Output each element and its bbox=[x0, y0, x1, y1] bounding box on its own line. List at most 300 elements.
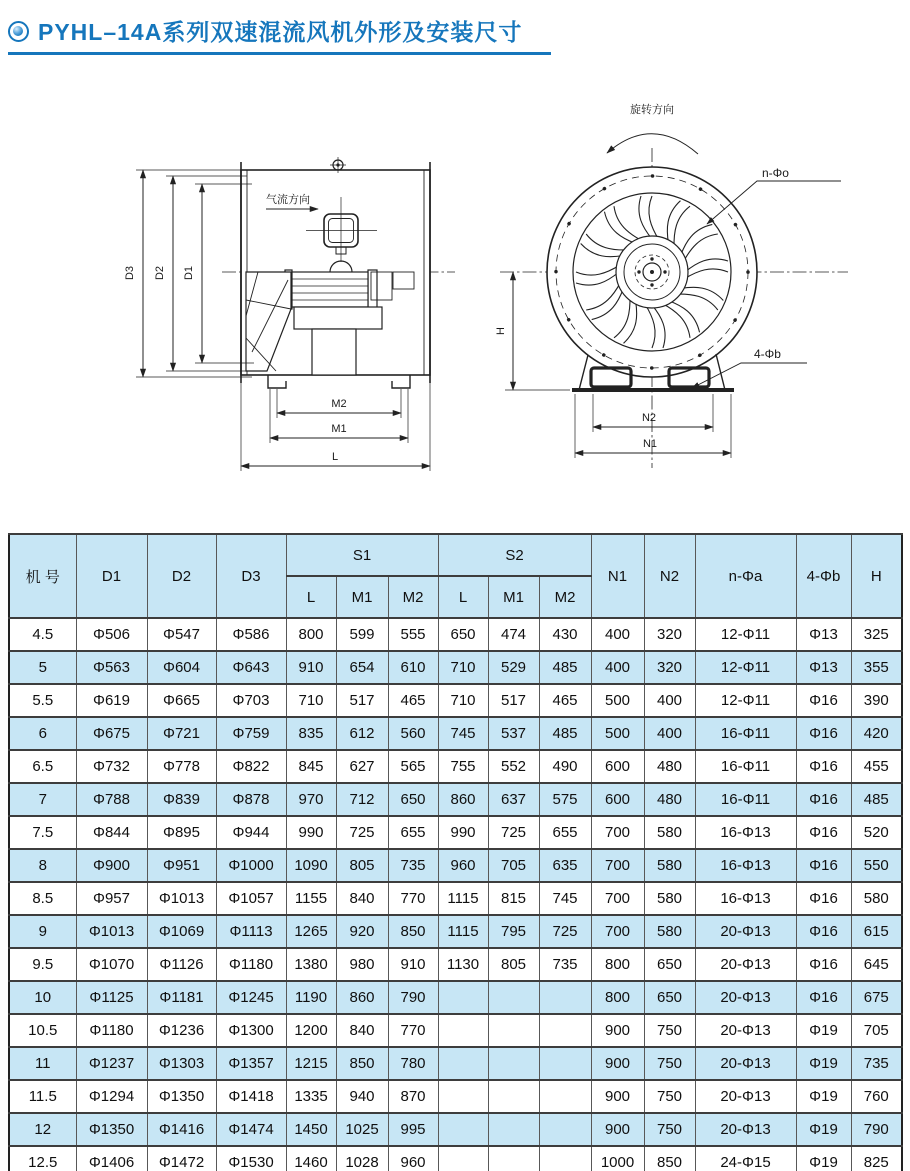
cell: Φ1180 bbox=[216, 948, 286, 981]
cell: 490 bbox=[539, 750, 591, 783]
cell: 1000 bbox=[591, 1146, 644, 1171]
cell: Φ1530 bbox=[216, 1146, 286, 1171]
cell: Φ778 bbox=[147, 750, 216, 783]
spec-table-body bbox=[9, 618, 902, 1171]
cell: 705 bbox=[851, 1014, 902, 1047]
cell: Φ1300 bbox=[216, 1014, 286, 1047]
cell: 517 bbox=[336, 684, 388, 717]
cell: 1090 bbox=[286, 849, 336, 882]
cell: 552 bbox=[488, 750, 539, 783]
cell: Φ1236 bbox=[147, 1014, 216, 1047]
bullet-circle-icon bbox=[8, 21, 29, 42]
cell: 11.5 bbox=[9, 1080, 76, 1113]
cell: 900 bbox=[591, 1047, 644, 1080]
cell: 24-Φ15 bbox=[695, 1146, 796, 1171]
cell: 1190 bbox=[286, 981, 336, 1014]
cell: Φ1237 bbox=[76, 1047, 147, 1080]
cell: 480 bbox=[644, 783, 695, 816]
cell: Φ13 bbox=[796, 618, 851, 651]
cell: 980 bbox=[336, 948, 388, 981]
cell: Φ1113 bbox=[216, 915, 286, 948]
cell: 990 bbox=[438, 816, 488, 849]
dim-label-l: L bbox=[331, 451, 339, 463]
cell: Φ957 bbox=[76, 882, 147, 915]
dim-label-d2: D2 bbox=[154, 265, 166, 281]
cell: 580 bbox=[851, 882, 902, 915]
cell: 520 bbox=[851, 816, 902, 849]
cell bbox=[539, 1113, 591, 1146]
cell: 615 bbox=[851, 915, 902, 948]
table-row bbox=[9, 849, 902, 882]
cell: 650 bbox=[644, 981, 695, 1014]
cell: Φ1069 bbox=[147, 915, 216, 948]
table-row bbox=[9, 1080, 902, 1113]
cell: Φ1013 bbox=[147, 882, 216, 915]
cell: 860 bbox=[336, 981, 388, 1014]
cell: Φ19 bbox=[796, 1113, 851, 1146]
cell: 1460 bbox=[286, 1146, 336, 1171]
cell: 725 bbox=[488, 816, 539, 849]
cell: 750 bbox=[644, 1014, 695, 1047]
cell: 1155 bbox=[286, 882, 336, 915]
cell: Φ675 bbox=[76, 717, 147, 750]
cell: Φ1416 bbox=[147, 1113, 216, 1146]
cell: 20-Φ13 bbox=[695, 1080, 796, 1113]
cell: 6.5 bbox=[9, 750, 76, 783]
cell: Φ1013 bbox=[76, 915, 147, 948]
cell: 6 bbox=[9, 717, 76, 750]
cell: 805 bbox=[336, 849, 388, 882]
cell: 800 bbox=[591, 948, 644, 981]
cell: 16-Φ13 bbox=[695, 882, 796, 915]
cell: Φ1125 bbox=[76, 981, 147, 1014]
cell: Φ643 bbox=[216, 651, 286, 684]
cell: 12 bbox=[9, 1113, 76, 1146]
cell: 16-Φ11 bbox=[695, 750, 796, 783]
cell: Φ16 bbox=[796, 684, 851, 717]
col-header-d2: D2 bbox=[147, 534, 216, 618]
table-row bbox=[9, 915, 902, 948]
cell: Φ16 bbox=[796, 783, 851, 816]
cell: Φ19 bbox=[796, 1047, 851, 1080]
cell: 20-Φ13 bbox=[695, 1014, 796, 1047]
cell: 700 bbox=[591, 816, 644, 849]
dim-label-m2: M2 bbox=[331, 398, 347, 410]
table-row bbox=[9, 651, 902, 684]
cell: 465 bbox=[539, 684, 591, 717]
cell: 1025 bbox=[336, 1113, 388, 1146]
cell: 485 bbox=[851, 783, 902, 816]
cell bbox=[539, 1080, 591, 1113]
cell: 835 bbox=[286, 717, 336, 750]
col-header-s1: S1 bbox=[286, 534, 438, 576]
cell: Φ16 bbox=[796, 882, 851, 915]
table-row bbox=[9, 1146, 902, 1171]
cell: 480 bbox=[644, 750, 695, 783]
cell: 600 bbox=[591, 750, 644, 783]
cell: 5 bbox=[9, 651, 76, 684]
cell: Φ732 bbox=[76, 750, 147, 783]
cell: 400 bbox=[591, 618, 644, 651]
cell: 1450 bbox=[286, 1113, 336, 1146]
cell: 390 bbox=[851, 684, 902, 717]
cell: 910 bbox=[388, 948, 438, 981]
cell: Φ1350 bbox=[76, 1113, 147, 1146]
cell: 7.5 bbox=[9, 816, 76, 849]
cell: Φ16 bbox=[796, 948, 851, 981]
cell: 825 bbox=[851, 1146, 902, 1171]
cell: 650 bbox=[438, 618, 488, 651]
cell: 710 bbox=[286, 684, 336, 717]
cell: 20-Φ13 bbox=[695, 981, 796, 1014]
cell: Φ822 bbox=[216, 750, 286, 783]
cell: Φ13 bbox=[796, 651, 851, 684]
cell: 1380 bbox=[286, 948, 336, 981]
cell: 320 bbox=[644, 618, 695, 651]
cell: 580 bbox=[644, 882, 695, 915]
cell: 900 bbox=[591, 1080, 644, 1113]
cell: 560 bbox=[388, 717, 438, 750]
table-row bbox=[9, 717, 902, 750]
cell: Φ19 bbox=[796, 1080, 851, 1113]
cell: Φ703 bbox=[216, 684, 286, 717]
cell: 705 bbox=[488, 849, 539, 882]
cell: 550 bbox=[851, 849, 902, 882]
subcol-header-l: L bbox=[438, 576, 488, 618]
cell: Φ586 bbox=[216, 618, 286, 651]
cell bbox=[438, 1014, 488, 1047]
col-header-n2: N2 bbox=[644, 534, 695, 618]
cell bbox=[438, 1146, 488, 1171]
subcol-header-m2: M2 bbox=[539, 576, 591, 618]
bolt-circle-callout-label: n-Φo bbox=[762, 166, 789, 180]
cell bbox=[438, 1113, 488, 1146]
cell bbox=[539, 1146, 591, 1171]
cell bbox=[488, 1014, 539, 1047]
cell: 355 bbox=[851, 651, 902, 684]
cell: 400 bbox=[644, 684, 695, 717]
cell: 735 bbox=[388, 849, 438, 882]
cell: 700 bbox=[591, 849, 644, 882]
cell: Φ759 bbox=[216, 717, 286, 750]
table-row bbox=[9, 981, 902, 1014]
cell: 995 bbox=[388, 1113, 438, 1146]
cell: 725 bbox=[539, 915, 591, 948]
rotation-direction-label: 旋转方向 bbox=[630, 104, 674, 116]
cell: 655 bbox=[388, 816, 438, 849]
cell: 500 bbox=[591, 684, 644, 717]
cell: 320 bbox=[644, 651, 695, 684]
cell bbox=[488, 1146, 539, 1171]
cell: 1335 bbox=[286, 1080, 336, 1113]
col-header-h: H bbox=[851, 534, 902, 618]
cell: 970 bbox=[286, 783, 336, 816]
cell: Φ721 bbox=[147, 717, 216, 750]
cell: 637 bbox=[488, 783, 539, 816]
cell: Φ1000 bbox=[216, 849, 286, 882]
cell: 580 bbox=[644, 915, 695, 948]
cell: 750 bbox=[644, 1113, 695, 1146]
cell: 850 bbox=[336, 1047, 388, 1080]
cell: 20-Φ13 bbox=[695, 1047, 796, 1080]
cell: 4.5 bbox=[9, 618, 76, 651]
cell: Φ563 bbox=[76, 651, 147, 684]
cell: Φ16 bbox=[796, 915, 851, 948]
cell: 700 bbox=[591, 882, 644, 915]
dim-label-n1: N1 bbox=[642, 438, 658, 450]
cell: 750 bbox=[644, 1080, 695, 1113]
cell: 400 bbox=[591, 651, 644, 684]
cell: Φ839 bbox=[147, 783, 216, 816]
cell: 795 bbox=[488, 915, 539, 948]
cell: 735 bbox=[539, 948, 591, 981]
side-view-drawing bbox=[124, 157, 455, 471]
cell: Φ844 bbox=[76, 816, 147, 849]
cell: 485 bbox=[539, 651, 591, 684]
cell: 1265 bbox=[286, 915, 336, 948]
cell: Φ1406 bbox=[76, 1146, 147, 1171]
cell: 500 bbox=[591, 717, 644, 750]
cell: 20-Φ13 bbox=[695, 915, 796, 948]
cell: 760 bbox=[851, 1080, 902, 1113]
cell: 465 bbox=[388, 684, 438, 717]
cell: 600 bbox=[591, 783, 644, 816]
cell: Φ788 bbox=[76, 783, 147, 816]
cell: 12-Φ11 bbox=[695, 618, 796, 651]
cell: Φ944 bbox=[216, 816, 286, 849]
cell: 16-Φ11 bbox=[695, 783, 796, 816]
cell: 990 bbox=[286, 816, 336, 849]
cell: 529 bbox=[488, 651, 539, 684]
cell bbox=[438, 1047, 488, 1080]
cell: 8.5 bbox=[9, 882, 76, 915]
cell: Φ1245 bbox=[216, 981, 286, 1014]
cell: Φ951 bbox=[147, 849, 216, 882]
rotation-arrow bbox=[607, 134, 698, 154]
dim-label-d3: D3 bbox=[124, 265, 136, 281]
cell: 920 bbox=[336, 915, 388, 948]
cell: 710 bbox=[438, 684, 488, 717]
cell: 16-Φ11 bbox=[695, 717, 796, 750]
technical-drawings bbox=[0, 80, 910, 510]
hub bbox=[616, 236, 688, 308]
table-row bbox=[9, 684, 902, 717]
cell: 575 bbox=[539, 783, 591, 816]
cell: 16-Φ13 bbox=[695, 849, 796, 882]
cell: Φ878 bbox=[216, 783, 286, 816]
cell: 800 bbox=[286, 618, 336, 651]
cell bbox=[488, 981, 539, 1014]
cell: Φ1126 bbox=[147, 948, 216, 981]
cell: 755 bbox=[438, 750, 488, 783]
cell: 627 bbox=[336, 750, 388, 783]
cell: 655 bbox=[539, 816, 591, 849]
cell: Φ895 bbox=[147, 816, 216, 849]
table-row bbox=[9, 750, 902, 783]
cell: Φ619 bbox=[76, 684, 147, 717]
cell: Φ1180 bbox=[76, 1014, 147, 1047]
cell: 580 bbox=[644, 816, 695, 849]
cell: Φ665 bbox=[147, 684, 216, 717]
cell: 840 bbox=[336, 1014, 388, 1047]
table-row bbox=[9, 783, 902, 816]
cell: Φ1474 bbox=[216, 1113, 286, 1146]
spec-table-header bbox=[9, 534, 902, 618]
cell: 650 bbox=[388, 783, 438, 816]
subcol-header-m2: M2 bbox=[388, 576, 438, 618]
cell: 537 bbox=[488, 717, 539, 750]
mounting-feet bbox=[268, 375, 410, 388]
cell: 20-Φ13 bbox=[695, 948, 796, 981]
cell: Φ19 bbox=[796, 1146, 851, 1171]
cell: 870 bbox=[388, 1080, 438, 1113]
cell: 599 bbox=[336, 618, 388, 651]
cell: 11 bbox=[9, 1047, 76, 1080]
cell: 9 bbox=[9, 915, 76, 948]
cell: 805 bbox=[488, 948, 539, 981]
cell: 700 bbox=[591, 915, 644, 948]
cell: Φ1070 bbox=[76, 948, 147, 981]
cell: 485 bbox=[539, 717, 591, 750]
cell: 675 bbox=[851, 981, 902, 1014]
cell: 10.5 bbox=[9, 1014, 76, 1047]
cell: Φ1303 bbox=[147, 1047, 216, 1080]
cell: Φ1357 bbox=[216, 1047, 286, 1080]
cell: 790 bbox=[388, 981, 438, 1014]
page-title: PYHL–14A系列双速混流风机外形及安装尺寸 bbox=[38, 19, 523, 45]
cell bbox=[539, 1047, 591, 1080]
col-header-n1: N1 bbox=[591, 534, 644, 618]
cell: 9.5 bbox=[9, 948, 76, 981]
cell: Φ16 bbox=[796, 849, 851, 882]
cell: 840 bbox=[336, 882, 388, 915]
cell: 745 bbox=[438, 717, 488, 750]
cell bbox=[438, 1080, 488, 1113]
cell bbox=[438, 981, 488, 1014]
cell: 555 bbox=[388, 618, 438, 651]
col-header-phib: 4-Φb bbox=[796, 534, 851, 618]
cell: 900 bbox=[591, 1113, 644, 1146]
table-row bbox=[9, 618, 902, 651]
subcol-header-m1: M1 bbox=[336, 576, 388, 618]
table-row bbox=[9, 948, 902, 981]
cell: 12-Φ11 bbox=[695, 651, 796, 684]
title-underline bbox=[8, 52, 551, 55]
cell: 745 bbox=[539, 882, 591, 915]
cell: 420 bbox=[851, 717, 902, 750]
cell: 650 bbox=[644, 948, 695, 981]
cell: Φ16 bbox=[796, 816, 851, 849]
cell: Φ19 bbox=[796, 1014, 851, 1047]
cell: 430 bbox=[539, 618, 591, 651]
cell: 770 bbox=[388, 882, 438, 915]
subcol-header-m1: M1 bbox=[488, 576, 539, 618]
cell: 735 bbox=[851, 1047, 902, 1080]
table-row bbox=[9, 1113, 902, 1146]
cell: 10 bbox=[9, 981, 76, 1014]
cell: 5.5 bbox=[9, 684, 76, 717]
cell: 12-Φ11 bbox=[695, 684, 796, 717]
cell: 1200 bbox=[286, 1014, 336, 1047]
cell: Φ1472 bbox=[147, 1146, 216, 1171]
cell: 750 bbox=[644, 1047, 695, 1080]
subcol-header-l: L bbox=[286, 576, 336, 618]
cell: Φ1294 bbox=[76, 1080, 147, 1113]
cell: 860 bbox=[438, 783, 488, 816]
table-row bbox=[9, 816, 902, 849]
col-header-d1: D1 bbox=[76, 534, 147, 618]
spec-table bbox=[8, 533, 903, 1171]
cell: 780 bbox=[388, 1047, 438, 1080]
cell: 940 bbox=[336, 1080, 388, 1113]
cell: Φ16 bbox=[796, 981, 851, 1014]
cell: 580 bbox=[644, 849, 695, 882]
col-header-jihao: 机 号 bbox=[9, 534, 76, 618]
cell bbox=[539, 1014, 591, 1047]
cell: 1028 bbox=[336, 1146, 388, 1171]
dim-label-m1: M1 bbox=[331, 423, 347, 435]
front-view-drawing bbox=[495, 102, 848, 468]
cell: 960 bbox=[438, 849, 488, 882]
cell: 960 bbox=[388, 1146, 438, 1171]
cell: Φ604 bbox=[147, 651, 216, 684]
cell: 850 bbox=[388, 915, 438, 948]
cell: 20-Φ13 bbox=[695, 1113, 796, 1146]
cell: 790 bbox=[851, 1113, 902, 1146]
cell: 8 bbox=[9, 849, 76, 882]
cell: 474 bbox=[488, 618, 539, 651]
cell: 1215 bbox=[286, 1047, 336, 1080]
col-header-nphia: n-Φa bbox=[695, 534, 796, 618]
cell: 12.5 bbox=[9, 1146, 76, 1171]
cell bbox=[488, 1113, 539, 1146]
table-row bbox=[9, 1047, 902, 1080]
cell: 1115 bbox=[438, 915, 488, 948]
cell: 770 bbox=[388, 1014, 438, 1047]
cell: 850 bbox=[644, 1146, 695, 1171]
cell: Φ900 bbox=[76, 849, 147, 882]
table-row bbox=[9, 1014, 902, 1047]
cell: 612 bbox=[336, 717, 388, 750]
cell: 635 bbox=[539, 849, 591, 882]
cell: 455 bbox=[851, 750, 902, 783]
dim-label-n2: N2 bbox=[641, 412, 657, 424]
cell: 654 bbox=[336, 651, 388, 684]
cell: 725 bbox=[336, 816, 388, 849]
cell: 900 bbox=[591, 1014, 644, 1047]
cell: 710 bbox=[438, 651, 488, 684]
cell: Φ1418 bbox=[216, 1080, 286, 1113]
foot-holes-callout-label: 4-Φb bbox=[754, 347, 781, 361]
cell: 1130 bbox=[438, 948, 488, 981]
cell: 800 bbox=[591, 981, 644, 1014]
cell: Φ16 bbox=[796, 717, 851, 750]
cell: 910 bbox=[286, 651, 336, 684]
dim-label-h: H bbox=[495, 327, 507, 335]
cell: 325 bbox=[851, 618, 902, 651]
cell: 400 bbox=[644, 717, 695, 750]
cell: Φ1181 bbox=[147, 981, 216, 1014]
col-header-d3: D3 bbox=[216, 534, 286, 618]
cell: 712 bbox=[336, 783, 388, 816]
cell: 845 bbox=[286, 750, 336, 783]
cell: 1115 bbox=[438, 882, 488, 915]
airflow-direction-label: 气流方向 bbox=[266, 194, 310, 206]
cell: Φ1350 bbox=[147, 1080, 216, 1113]
cell: 645 bbox=[851, 948, 902, 981]
cell: Φ1057 bbox=[216, 882, 286, 915]
cell: 610 bbox=[388, 651, 438, 684]
